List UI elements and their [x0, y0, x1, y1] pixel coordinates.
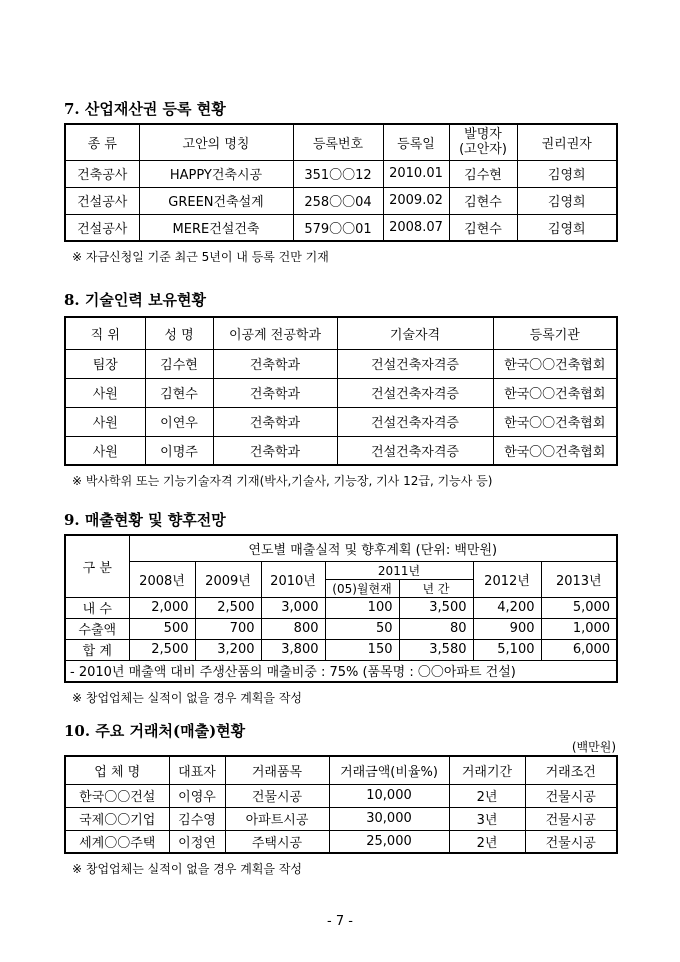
header-reg-no: 등록번호	[293, 124, 383, 160]
header-type: 종 류	[65, 124, 139, 160]
cell: 50	[325, 618, 399, 639]
header-annual: 년 간	[399, 579, 473, 597]
cell: 900	[473, 618, 541, 639]
ip-registration-table	[64, 123, 618, 242]
cell: 김수영	[169, 807, 225, 830]
header-qualification: 기술자격	[337, 317, 493, 349]
header-inventor-line1: 발명자	[464, 127, 502, 143]
cell: 700	[195, 618, 261, 639]
cell: 2010.01	[383, 160, 449, 187]
cell: 10,000	[329, 784, 449, 807]
cell: 건설공사	[65, 214, 139, 241]
cell: 한국〇〇건축협회	[493, 436, 617, 465]
tech-staff-table	[64, 316, 618, 466]
cell: 3,000	[261, 597, 325, 618]
cell: 김영희	[517, 187, 617, 214]
cell: 건설건축자격증	[337, 378, 493, 407]
cell: GREEN건축설계	[139, 187, 293, 214]
cell: 건설건축자격증	[337, 407, 493, 436]
header-group: 연도별 매출실적 및 향후계획 (단위: 백만원)	[129, 535, 617, 561]
page-number: - 7 -	[327, 914, 353, 929]
table-row	[65, 160, 617, 187]
header-year: 2008년	[129, 561, 195, 597]
cell: 2008.07	[383, 214, 449, 241]
table-row	[65, 349, 617, 378]
cell: 한국〇〇건설	[65, 784, 169, 807]
table-row	[65, 830, 617, 853]
section-8-title: 8. 기술인력 보유현황	[64, 291, 207, 309]
cell: 800	[261, 618, 325, 639]
cell: 이명주	[145, 436, 213, 465]
header-year: 2009년	[195, 561, 261, 597]
cell: HAPPY건축시공	[139, 160, 293, 187]
row-label: 수출액	[65, 618, 129, 639]
cell: 사원	[65, 407, 145, 436]
row-label: 내 수	[65, 597, 129, 618]
cell: 건축학과	[213, 378, 337, 407]
cell: 한국〇〇건축협회	[493, 378, 617, 407]
cell: 25,000	[329, 830, 449, 853]
header-registry: 등록기관	[493, 317, 617, 349]
cell: 사원	[65, 436, 145, 465]
cell: 이영우	[169, 784, 225, 807]
header-year: 2011년	[325, 561, 473, 579]
sales-footer: - 2010년 매출액 대비 주생산품의 매출비중 : 75% (품목명 : 〇〇아파트 건설)	[65, 660, 617, 682]
cell: 김현수	[449, 187, 517, 214]
table-header-row	[65, 317, 617, 349]
table-row	[65, 378, 617, 407]
table-row	[65, 784, 617, 807]
cell: 주택시공	[225, 830, 329, 853]
cell: 이연우	[145, 407, 213, 436]
cell: 80	[399, 618, 473, 639]
cell: 건설건축자격증	[337, 349, 493, 378]
cell: 김현수	[449, 214, 517, 241]
section-7	[64, 98, 616, 119]
header-inventor-line2: (고안자)	[459, 142, 507, 158]
cell: 김현수	[145, 378, 213, 407]
cell: 5,000	[541, 597, 617, 618]
cell: 한국〇〇건축협회	[493, 349, 617, 378]
cell: 3,800	[261, 639, 325, 660]
cell: 김영희	[517, 160, 617, 187]
header-ceo: 대표자	[169, 756, 225, 784]
cell: 건물시공	[525, 830, 617, 853]
header-position: 직 위	[65, 317, 145, 349]
section-8-note: ※ 박사학위 또는 기능기술자격 기재(박사,기술사, 기능장, 기사 12급, 기능사 등)	[72, 474, 493, 488]
header-year: 2010년	[261, 561, 325, 597]
cell: 김영희	[517, 214, 617, 241]
header-period: 거래기간	[449, 756, 525, 784]
header-current-month: (05)월현재	[325, 579, 399, 597]
header-name: 성 명	[145, 317, 213, 349]
cell: 6,000	[541, 639, 617, 660]
cell: MERE건설건축	[139, 214, 293, 241]
cell: 세계〇〇주택	[65, 830, 169, 853]
cell: 김수현	[145, 349, 213, 378]
table-row	[65, 214, 617, 241]
section-9-title: 9. 매출현황 및 향후전망	[64, 511, 226, 529]
section-9-note: ※ 창업업체는 실적이 없을 경우 계획을 작성	[72, 691, 303, 705]
header-name: 고안의 명칭	[139, 124, 293, 160]
sales-table-wrap	[64, 534, 616, 706]
header-inventor	[449, 124, 517, 160]
cell: 건물시공	[525, 807, 617, 830]
cell: 3,500	[399, 597, 473, 618]
table-row	[65, 639, 617, 660]
ip-registration-table-wrap	[64, 123, 616, 265]
cell: 30,000	[329, 807, 449, 830]
header-amount: 거래금액(비율%)	[329, 756, 449, 784]
cell: 한국〇〇건축협회	[493, 407, 617, 436]
cell: 150	[325, 639, 399, 660]
cell: 2,500	[129, 639, 195, 660]
header-reg-date: 등록일	[383, 124, 449, 160]
cell: 3년	[449, 807, 525, 830]
cell: 사원	[65, 378, 145, 407]
cell: 4,200	[473, 597, 541, 618]
cell: 건축학과	[213, 436, 337, 465]
table-header-row	[65, 124, 617, 160]
cell: 건물시공	[525, 784, 617, 807]
cell: 이정연	[169, 830, 225, 853]
clients-table	[64, 755, 618, 854]
cell: 3,200	[195, 639, 261, 660]
cell: 건축학과	[213, 407, 337, 436]
cell: 건설공사	[65, 187, 139, 214]
tech-staff-table-wrap	[64, 316, 616, 489]
table-header-row	[65, 756, 617, 784]
header-major: 이공계 전공학과	[213, 317, 337, 349]
cell: 김수현	[449, 160, 517, 187]
cell: 2,000	[129, 597, 195, 618]
cell: 2,500	[195, 597, 261, 618]
table-header-row	[65, 535, 617, 561]
clients-table-wrap	[64, 755, 616, 877]
section-7-note: ※ 자금신청일 기준 최근 5년이 내 등록 건만 기재	[72, 250, 329, 264]
cell: 579〇〇01	[293, 214, 383, 241]
cell: 351〇〇12	[293, 160, 383, 187]
section-8	[64, 289, 616, 310]
table-footer-row	[65, 660, 617, 682]
cell: 국제〇〇기업	[65, 807, 169, 830]
unit-label: (백만원)	[571, 740, 616, 754]
cell: 2년	[449, 830, 525, 853]
table-row	[65, 618, 617, 639]
cell: 건축공사	[65, 160, 139, 187]
cell: 500	[129, 618, 195, 639]
header-right-holder: 권리권자	[517, 124, 617, 160]
row-label: 합 계	[65, 639, 129, 660]
cell: 2년	[449, 784, 525, 807]
header-year: 2012년	[473, 561, 541, 597]
cell: 258〇〇04	[293, 187, 383, 214]
table-row	[65, 187, 617, 214]
section-10-note: ※ 창업업체는 실적이 없을 경우 계획을 작성	[72, 862, 303, 876]
cell: 3,580	[399, 639, 473, 660]
table-header-row	[65, 561, 617, 579]
cell: 5,100	[473, 639, 541, 660]
cell: 팀장	[65, 349, 145, 378]
table-row	[65, 597, 617, 618]
section-7-title: 7. 산업재산권 등록 현황	[64, 100, 226, 118]
table-row	[65, 436, 617, 465]
header-item: 거래품목	[225, 756, 329, 784]
cell: 건설건축자격증	[337, 436, 493, 465]
section-10-unit-wrap	[64, 738, 616, 755]
sales-table	[64, 534, 618, 683]
table-row	[65, 407, 617, 436]
header-year: 2013년	[541, 561, 617, 597]
table-row	[65, 807, 617, 830]
section-10-title: 10. 주요 거래처(매출)현황	[64, 722, 246, 740]
header-company: 업 체 명	[65, 756, 169, 784]
section-9	[64, 509, 616, 530]
header-category: 구 분	[65, 535, 129, 597]
cell: 2009.02	[383, 187, 449, 214]
cell: 100	[325, 597, 399, 618]
header-terms: 거래조건	[525, 756, 617, 784]
cell: 아파트시공	[225, 807, 329, 830]
cell: 1,000	[541, 618, 617, 639]
cell: 건물시공	[225, 784, 329, 807]
cell: 건축학과	[213, 349, 337, 378]
